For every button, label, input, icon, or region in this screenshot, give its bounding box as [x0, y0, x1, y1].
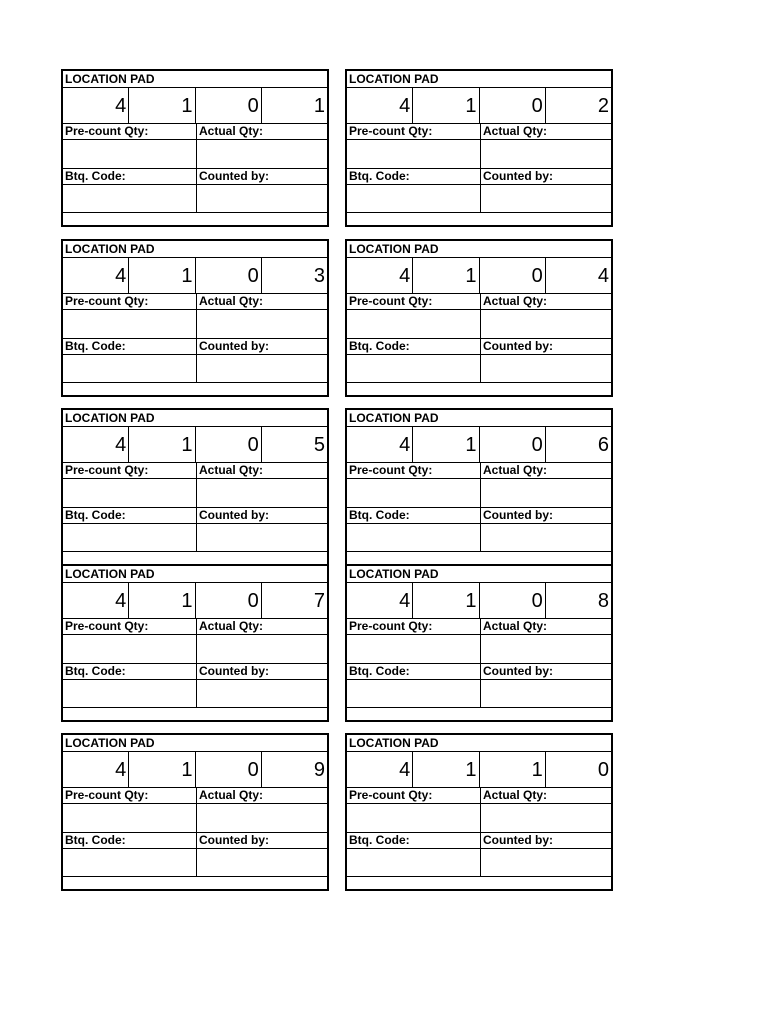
code-label-row — [347, 664, 611, 680]
actual-qty-label-cell — [481, 124, 611, 139]
counted-by-label-cell — [481, 339, 611, 354]
location-code — [347, 88, 611, 124]
location-code — [63, 427, 327, 463]
precount-qty-label-cell — [63, 294, 197, 309]
actual-qty-field[interactable] — [197, 804, 327, 832]
location-digit: 0 — [480, 88, 546, 123]
code-input-row — [63, 524, 327, 552]
qty-input-row — [63, 310, 327, 339]
counted-by-field[interactable] — [481, 524, 611, 551]
pad-title: LOCATION PAD — [65, 567, 155, 581]
qty-label-row — [63, 619, 327, 635]
pad-title: LOCATION PAD — [349, 242, 439, 256]
code-input-row — [63, 680, 327, 708]
qty-label-row — [347, 294, 611, 310]
btq-code-label: Btq. Code: — [349, 339, 410, 353]
precount-qty-field[interactable] — [63, 635, 197, 663]
counted-by-label-cell — [197, 833, 327, 848]
location-digit: 4 — [597, 265, 609, 287]
precount-qty-field[interactable] — [347, 310, 481, 338]
btq-code-label-cell — [63, 508, 197, 523]
pad-footer-strip — [347, 708, 611, 720]
location-digit: 0 — [196, 258, 262, 293]
pad-footer-strip — [347, 552, 611, 564]
location-digit: 1 — [413, 88, 479, 123]
counted-by-label: Counted by: — [199, 508, 269, 522]
counted-by-label-cell — [197, 339, 327, 354]
pad-footer-strip — [63, 552, 327, 564]
precount-qty-label-cell — [63, 788, 197, 803]
location-digit: 9 — [313, 759, 325, 781]
location-digit: 4 — [347, 88, 413, 123]
code-label-row — [63, 664, 327, 680]
location-pad-card — [345, 408, 613, 566]
pad-title: LOCATION PAD — [349, 411, 439, 425]
location-digit: 4 — [347, 427, 413, 462]
code-input-row — [63, 185, 327, 213]
code-label-row — [63, 833, 327, 849]
location-digit: 6 — [597, 434, 609, 456]
location-digit: 1 — [413, 583, 479, 618]
actual-qty-field[interactable] — [197, 310, 327, 338]
btq-code-label: Btq. Code: — [65, 169, 126, 183]
counted-by-label: Counted by: — [483, 339, 553, 353]
pad-header-row — [63, 566, 327, 583]
location-code — [63, 752, 327, 788]
location-code — [347, 258, 611, 294]
pad-footer-strip — [63, 383, 327, 395]
btq-code-label-cell — [347, 169, 481, 184]
precount-qty-label-cell — [347, 124, 481, 139]
actual-qty-label: Actual Qty: — [483, 619, 548, 633]
location-digit: 1 — [413, 427, 479, 462]
qty-label-row — [347, 463, 611, 479]
counted-by-label: Counted by: — [199, 339, 269, 353]
btq-code-label: Btq. Code: — [349, 508, 410, 522]
qty-label-row — [347, 124, 611, 140]
btq-code-label: Btq. Code: — [65, 339, 126, 353]
counted-by-label: Counted by: — [483, 508, 553, 522]
counted-by-field[interactable] — [481, 185, 611, 212]
btq-code-label-cell — [347, 508, 481, 523]
precount-qty-label: Pre-count Qty: — [65, 124, 149, 138]
precount-qty-label: Pre-count Qty: — [65, 788, 149, 802]
actual-qty-label-cell — [481, 788, 611, 803]
pad-title: LOCATION PAD — [65, 736, 155, 750]
qty-label-row — [347, 788, 611, 804]
location-code — [63, 583, 327, 619]
location-digit: 0 — [196, 427, 262, 462]
qty-input-row — [63, 635, 327, 664]
precount-qty-field[interactable] — [63, 140, 197, 168]
btq-code-label-cell — [347, 664, 481, 679]
pad-header-row — [347, 71, 611, 88]
code-label-row — [63, 508, 327, 524]
btq-code-label-cell — [63, 339, 197, 354]
counted-by-field[interactable] — [481, 355, 611, 382]
code-input-row — [347, 849, 611, 877]
location-digit: 8 — [597, 590, 609, 612]
location-digit: 0 — [196, 88, 262, 123]
location-digit: 1 — [480, 752, 546, 787]
qty-input-row — [347, 635, 611, 664]
btq-code-label: Btq. Code: — [349, 833, 410, 847]
btq-code-label: Btq. Code: — [65, 508, 126, 522]
actual-qty-label: Actual Qty: — [199, 788, 264, 802]
btq-code-field[interactable] — [63, 680, 197, 707]
counted-by-field[interactable] — [481, 849, 611, 876]
precount-qty-label: Pre-count Qty: — [349, 124, 433, 138]
actual-qty-label-cell — [197, 619, 327, 634]
precount-qty-label: Pre-count Qty: — [349, 463, 433, 477]
location-digit: 1 — [129, 258, 195, 293]
btq-code-field[interactable] — [63, 355, 197, 382]
pad-header-row — [347, 735, 611, 752]
actual-qty-label: Actual Qty: — [483, 463, 548, 477]
counted-by-field[interactable] — [197, 680, 327, 707]
actual-qty-field[interactable] — [481, 140, 611, 168]
actual-qty-label: Actual Qty: — [199, 619, 264, 633]
location-digit: 1 — [129, 583, 195, 618]
code-input-row — [63, 355, 327, 383]
actual-qty-label-cell — [481, 463, 611, 478]
qty-input-row — [63, 804, 327, 833]
counted-by-label-cell — [481, 833, 611, 848]
location-pad-card — [345, 69, 613, 227]
precount-qty-field[interactable] — [347, 140, 481, 168]
btq-code-field[interactable] — [63, 185, 197, 212]
btq-code-label: Btq. Code: — [65, 833, 126, 847]
precount-qty-label-cell — [63, 619, 197, 634]
location-digit: 4 — [347, 752, 413, 787]
qty-label-row — [63, 294, 327, 310]
location-digit: 4 — [63, 88, 129, 123]
qty-label-row — [63, 788, 327, 804]
code-label-row — [347, 339, 611, 355]
pad-title: LOCATION PAD — [65, 72, 155, 86]
pad-footer-strip — [63, 877, 327, 889]
code-input-row — [347, 355, 611, 383]
qty-input-row — [63, 479, 327, 508]
location-digit: 1 — [129, 752, 195, 787]
actual-qty-label: Actual Qty: — [483, 294, 548, 308]
actual-qty-field[interactable] — [481, 310, 611, 338]
counted-by-field[interactable] — [197, 524, 327, 551]
btq-code-label: Btq. Code: — [349, 664, 410, 678]
precount-qty-label-cell — [347, 294, 481, 309]
counted-by-label: Counted by: — [483, 169, 553, 183]
precount-qty-label: Pre-count Qty: — [349, 619, 433, 633]
precount-qty-field[interactable] — [347, 479, 481, 507]
counted-by-label-cell — [481, 508, 611, 523]
actual-qty-label-cell — [197, 294, 327, 309]
location-pad-card — [345, 733, 613, 891]
actual-qty-field[interactable] — [197, 479, 327, 507]
precount-qty-field[interactable] — [347, 635, 481, 663]
pad-footer-strip — [347, 213, 611, 225]
precount-qty-field[interactable] — [63, 804, 197, 832]
pad-footer-strip — [63, 708, 327, 720]
btq-code-label-cell — [63, 833, 197, 848]
counted-by-label: Counted by: — [483, 664, 553, 678]
btq-code-field[interactable] — [347, 680, 481, 707]
qty-label-row — [63, 463, 327, 479]
code-input-row — [347, 185, 611, 213]
location-digit: 0 — [196, 752, 262, 787]
counted-by-label: Counted by: — [199, 664, 269, 678]
location-code — [63, 88, 327, 124]
location-digit: 1 — [413, 752, 479, 787]
location-digit: 4 — [63, 583, 129, 618]
counted-by-field[interactable] — [197, 849, 327, 876]
actual-qty-label-cell — [481, 294, 611, 309]
code-label-row — [347, 169, 611, 185]
location-pad-card — [345, 239, 613, 397]
precount-qty-field[interactable] — [63, 310, 197, 338]
code-label-row — [63, 339, 327, 355]
qty-input-row — [347, 140, 611, 169]
btq-code-label: Btq. Code: — [349, 169, 410, 183]
btq-code-label: Btq. Code: — [65, 664, 126, 678]
actual-qty-field[interactable] — [197, 635, 327, 663]
location-digit: 2 — [597, 95, 609, 117]
precount-qty-label: Pre-count Qty: — [349, 294, 433, 308]
btq-code-field[interactable] — [347, 524, 481, 551]
btq-code-field[interactable] — [63, 524, 197, 551]
precount-qty-label-cell — [347, 619, 481, 634]
location-code — [347, 583, 611, 619]
counted-by-label-cell — [197, 169, 327, 184]
code-input-row — [347, 680, 611, 708]
pad-header-row — [63, 410, 327, 427]
actual-qty-label-cell — [197, 788, 327, 803]
location-pad-card — [61, 408, 329, 566]
precount-qty-label-cell — [63, 463, 197, 478]
pad-footer-strip — [347, 383, 611, 395]
location-pad-card — [61, 564, 329, 722]
counted-by-field[interactable] — [481, 680, 611, 707]
counted-by-field[interactable] — [197, 185, 327, 212]
precount-qty-field[interactable] — [347, 804, 481, 832]
pad-title: LOCATION PAD — [349, 736, 439, 750]
precount-qty-field[interactable] — [63, 479, 197, 507]
location-pad-card — [61, 239, 329, 397]
counted-by-label: Counted by: — [199, 833, 269, 847]
qty-label-row — [63, 124, 327, 140]
actual-qty-field[interactable] — [197, 140, 327, 168]
location-digit: 1 — [129, 427, 195, 462]
actual-qty-label-cell — [197, 124, 327, 139]
location-digit: 4 — [347, 258, 413, 293]
location-code — [347, 752, 611, 788]
location-digit: 4 — [347, 583, 413, 618]
precount-qty-label: Pre-count Qty: — [65, 619, 149, 633]
btq-code-label-cell — [63, 169, 197, 184]
btq-code-field[interactable] — [347, 849, 481, 876]
pad-header-row — [347, 241, 611, 258]
pad-header-row — [347, 566, 611, 583]
counted-by-label: Counted by: — [199, 169, 269, 183]
actual-qty-label: Actual Qty: — [199, 124, 264, 138]
location-digit: 7 — [313, 590, 325, 612]
precount-qty-label: Pre-count Qty: — [65, 463, 149, 477]
counted-by-label-cell — [481, 169, 611, 184]
location-code — [347, 427, 611, 463]
location-digit: 4 — [63, 427, 129, 462]
location-digit: 1 — [413, 258, 479, 293]
actual-qty-field[interactable] — [481, 804, 611, 832]
code-input-row — [63, 849, 327, 877]
btq-code-label-cell — [63, 664, 197, 679]
location-digit: 3 — [313, 265, 325, 287]
btq-code-field[interactable] — [347, 185, 481, 212]
location-code — [63, 258, 327, 294]
actual-qty-label: Actual Qty: — [199, 294, 264, 308]
location-digit: 5 — [313, 434, 325, 456]
actual-qty-label: Actual Qty: — [483, 788, 548, 802]
pad-footer-strip — [63, 213, 327, 225]
actual-qty-label: Actual Qty: — [199, 463, 264, 477]
counted-by-label-cell — [197, 508, 327, 523]
pad-header-row — [63, 241, 327, 258]
qty-input-row — [347, 479, 611, 508]
counted-by-label: Counted by: — [483, 833, 553, 847]
pad-title: LOCATION PAD — [349, 72, 439, 86]
location-digit: 0 — [480, 427, 546, 462]
actual-qty-field[interactable] — [481, 635, 611, 663]
actual-qty-label-cell — [197, 463, 327, 478]
actual-qty-label: Actual Qty: — [483, 124, 548, 138]
location-digit: 1 — [129, 88, 195, 123]
code-label-row — [347, 508, 611, 524]
qty-input-row — [63, 140, 327, 169]
actual-qty-label-cell — [481, 619, 611, 634]
location-digit: 1 — [313, 95, 325, 117]
counted-by-label-cell — [481, 664, 611, 679]
location-digit: 4 — [63, 752, 129, 787]
precount-qty-label-cell — [347, 463, 481, 478]
pad-footer-strip — [347, 877, 611, 889]
pad-header-row — [347, 410, 611, 427]
location-pad-card — [61, 733, 329, 891]
qty-input-row — [347, 804, 611, 833]
code-input-row — [347, 524, 611, 552]
btq-code-label-cell — [347, 339, 481, 354]
code-label-row — [347, 833, 611, 849]
pad-title: LOCATION PAD — [65, 242, 155, 256]
location-pad-card — [345, 564, 613, 722]
pad-title: LOCATION PAD — [349, 567, 439, 581]
pad-header-row — [63, 71, 327, 88]
location-pad-card — [61, 69, 329, 227]
counted-by-label-cell — [197, 664, 327, 679]
btq-code-field[interactable] — [347, 355, 481, 382]
location-digit: 0 — [196, 583, 262, 618]
counted-by-field[interactable] — [197, 355, 327, 382]
btq-code-field[interactable] — [63, 849, 197, 876]
actual-qty-field[interactable] — [481, 479, 611, 507]
location-digit: 0 — [480, 583, 546, 618]
precount-qty-label-cell — [63, 124, 197, 139]
location-digit: 0 — [480, 258, 546, 293]
location-digit: 4 — [63, 258, 129, 293]
precount-qty-label: Pre-count Qty: — [65, 294, 149, 308]
qty-label-row — [347, 619, 611, 635]
location-digit: 0 — [597, 759, 609, 781]
precount-qty-label-cell — [347, 788, 481, 803]
pad-title: LOCATION PAD — [65, 411, 155, 425]
code-label-row — [63, 169, 327, 185]
pad-header-row — [63, 735, 327, 752]
precount-qty-label: Pre-count Qty: — [349, 788, 433, 802]
qty-input-row — [347, 310, 611, 339]
btq-code-label-cell — [347, 833, 481, 848]
